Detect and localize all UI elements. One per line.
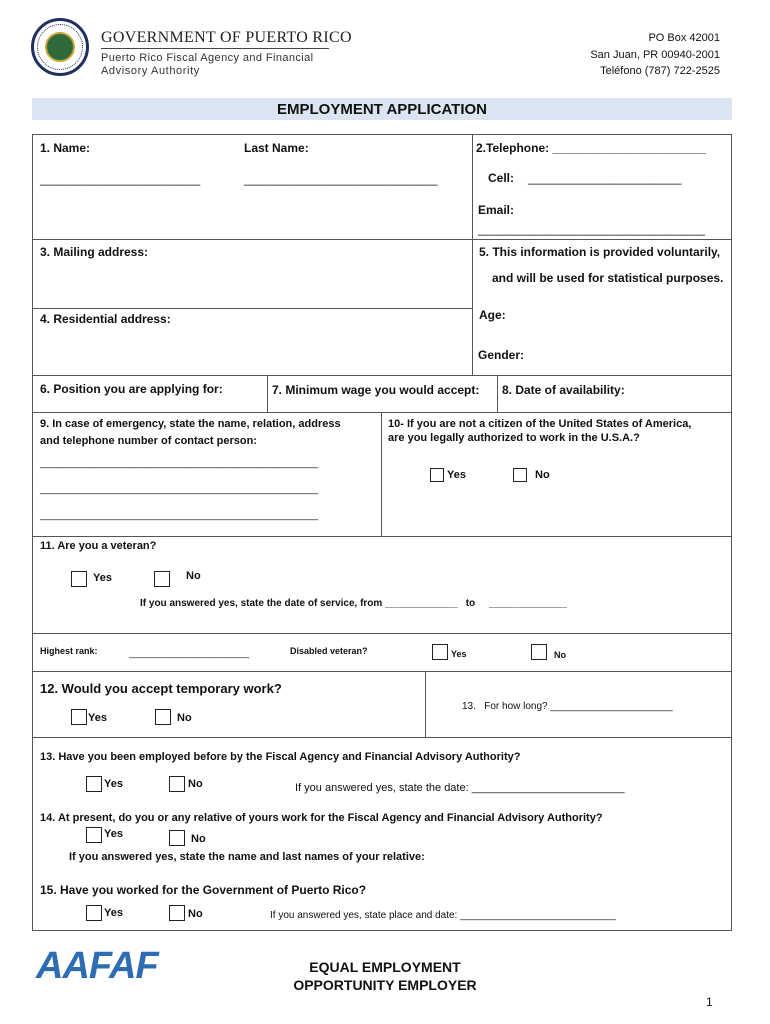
emergency-label-1: 9. In case of emergency, state the name, relation, address [40,418,341,430]
name-label: 1. Name: [40,141,91,155]
rank-label: Highest rank: [40,646,98,656]
employed-yes-checkbox[interactable] [86,776,102,792]
seal-icon [31,18,89,76]
name-field[interactable]: ________________________ [40,172,201,186]
wage-label: 7. Minimum wage you would accept: [272,383,480,397]
email-label: Email: [478,203,515,217]
citizen-no-label: No [535,469,550,481]
citizen-no-checkbox[interactable] [513,468,527,482]
relative-yes-label: Yes [104,828,123,840]
government-yes-checkbox[interactable] [86,905,102,921]
agency-divider [101,48,329,49]
voluntary-note-2: and will be used for statistical purposes. [492,271,724,285]
last-name-label: Last Name: [244,141,309,155]
address-po-box: PO Box 42001 [648,32,720,44]
form-title: EMPLOYMENT APPLICATION [277,101,487,118]
government-place-field[interactable]: If you answered yes, state place and date: ____________________________ [270,910,616,921]
emergency-line-3[interactable]: __________________________________________________ [40,510,319,521]
relative-no-checkbox[interactable] [169,830,185,846]
veteran-yes-label: Yes [93,572,112,584]
agency-name: GOVERNMENT OF PUERTO RICO [101,29,352,46]
position-label: 6. Position you are applying for: [40,382,223,396]
disabled-no-checkbox[interactable] [531,644,547,660]
availability-label: 8. Date of availability: [502,383,625,397]
veteran-no-label: No [186,570,201,582]
residential-address-label: 4. Residential address: [40,312,171,326]
cell-label: Cell: [488,171,515,185]
agency-subtitle-2: Advisory Authority [101,65,200,77]
eeo-line-2: OPPORTUNITY EMPLOYER [293,977,477,993]
agency-subtitle-1: Puerto Rico Fiscal Agency and Financial [101,52,314,64]
relative-no-label: No [191,833,206,845]
relative-label: 14. At present, do you or any relative of yours work for the Fiscal Agency and Financial Advisory Authority? [40,812,603,824]
citizen-label-2: are you legally authorized to work in the U.S.A.? [388,432,640,444]
employed-no-label: No [188,778,203,790]
temporary-yes-checkbox[interactable] [71,709,87,725]
age-label: Age: [479,308,506,322]
last-name-field[interactable]: _____________________________ [244,172,438,186]
rank-field[interactable]: ________________________ [129,648,250,658]
disabled-yes-label: Yes [451,649,467,659]
temporary-no-label: No [177,712,192,724]
address-city: San Juan, PR 00940-2001 [590,49,720,61]
relative-name-text: If you answered yes, state the name and last names of your relative: [69,851,425,863]
veteran-label: 11. Are you a veteran? [40,540,157,552]
employed-date-field[interactable]: If you answered yes, state the date: _________________________ [295,782,625,794]
disabled-no-label: No [554,650,566,660]
disabled-veteran-label: Disabled veteran? [290,646,368,656]
cell-field[interactable]: _______________________ [528,171,682,185]
veteran-yes-checkbox[interactable] [71,571,87,587]
how-long-field[interactable]: 13. For how long? ______________________ [462,701,673,712]
service-date-text: If you answered yes, state the date of service, from _____________ to ______________ [140,598,567,609]
citizen-label-1: 10- If you are not a citizen of the United States of America, [388,418,692,430]
government-no-label: No [188,908,203,920]
employed-yes-label: Yes [104,778,123,790]
temporary-yes-label: Yes [88,712,107,724]
government-work-label: 15. Have you worked for the Government of Puerto Rico? [40,883,367,897]
temporary-no-checkbox[interactable] [155,709,171,725]
aafaf-logo: AAFAF [36,945,158,987]
emergency-label-2: and telephone number of contact person: [40,435,257,447]
email-field[interactable]: __________________________________ [478,222,705,236]
government-no-checkbox[interactable] [169,905,185,921]
relative-yes-checkbox[interactable] [86,827,102,843]
employed-no-checkbox[interactable] [169,776,185,792]
disabled-yes-checkbox[interactable] [432,644,448,660]
mailing-address-label: 3. Mailing address: [40,245,149,259]
citizen-yes-checkbox[interactable] [430,468,444,482]
employed-before-label: 13. Have you been employed before by the Fiscal Agency and Financial Advisory Authority? [40,751,521,763]
temporary-work-label: 12. Would you accept temporary work? [40,681,282,696]
government-yes-label: Yes [104,907,123,919]
emergency-line-1[interactable]: __________________________________________________ [40,458,319,469]
emergency-line-2[interactable]: __________________________________________________ [40,484,319,495]
citizen-yes-label: Yes [447,469,466,481]
address-phone: Teléfono (787) 722-2525 [600,65,720,77]
veteran-no-checkbox[interactable] [154,571,170,587]
eeo-line-1: EQUAL EMPLOYMENT [309,959,461,975]
page-number: 1 [706,995,713,1009]
voluntary-note-1: 5. This information is provided voluntarily, [479,245,721,259]
telephone-field[interactable]: 2.Telephone: _______________________ [476,141,706,155]
gender-label: Gender: [478,348,525,362]
